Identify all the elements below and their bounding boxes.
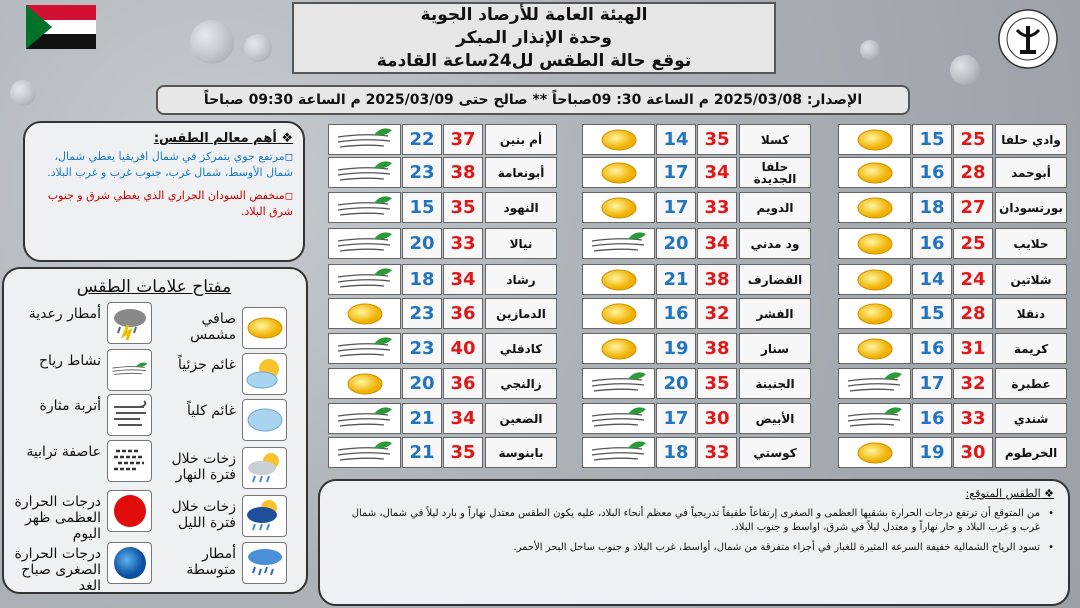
city-name: الخرطوم [995, 437, 1067, 468]
max-temp: 38 [443, 157, 483, 188]
sun-icon [242, 307, 287, 349]
wind-icon [107, 349, 152, 391]
city-name: الدويم [739, 192, 811, 223]
authority-name: الهيئة العامة للأرصاد الجوية [420, 5, 648, 25]
city-name: زالنجي [485, 368, 557, 399]
sun-icon [838, 157, 911, 188]
city-name: حلفا الجديدة [739, 157, 811, 188]
background-drop [860, 40, 880, 60]
expected-title-text: الطقس المتوقع: [965, 487, 1041, 500]
city-name: كادقلي [485, 333, 557, 364]
max-temp: 35 [697, 368, 737, 399]
min-temp: 17 [656, 192, 696, 223]
sudan-flag [26, 5, 96, 49]
wind-icon [838, 368, 911, 399]
max-temp: 27 [953, 192, 993, 223]
sun-icon [582, 264, 655, 295]
city-name: النهود [485, 192, 557, 223]
legend-title: مفتاح علامات الطقس [76, 277, 232, 297]
city-name: رشاد [485, 264, 557, 295]
min-temp: 19 [912, 437, 952, 468]
max-temp: 34 [697, 228, 737, 259]
legend-label: زخات خلال فترة الليل [171, 499, 236, 531]
max-temp: 38 [697, 264, 737, 295]
sun-icon [582, 157, 655, 188]
max-temp: 30 [953, 437, 993, 468]
wind-icon [328, 157, 401, 188]
min-temp: 16 [912, 403, 952, 434]
max-temp: 40 [443, 333, 483, 364]
background-drop [244, 34, 272, 62]
city-name: القضارف [739, 264, 811, 295]
min-temp: 14 [656, 124, 696, 155]
features-title-text: أهم معالم الطقس: [153, 131, 277, 146]
legend-label: درجات الحرارة العظمى ظهر اليوم [14, 494, 101, 542]
min-temp: 14 [912, 264, 952, 295]
legend-label: عاصفة ترابية [26, 444, 101, 460]
sun-icon [838, 298, 911, 329]
wind-icon [582, 403, 655, 434]
city-name: وادي حلفا [995, 124, 1067, 155]
city-name: الفشر [739, 298, 811, 329]
dust-icon [107, 394, 152, 436]
min-temp: 15 [912, 124, 952, 155]
max-temp: 32 [697, 298, 737, 329]
city-name: كسلا [739, 124, 811, 155]
wind-icon [328, 124, 401, 155]
min-temp: 20 [656, 368, 696, 399]
wind-icon [582, 368, 655, 399]
min-temp: 23 [402, 298, 442, 329]
max-temp: 30 [697, 403, 737, 434]
city-name: الدمازين [485, 298, 557, 329]
feature-low-text: منخفض السودان الجراري الذي يغطي شرق و جنوب شرق البلاد. [47, 189, 293, 218]
legend-label: أتربة مثارة [39, 398, 101, 414]
min-temp: 20 [402, 368, 442, 399]
min-temp: 21 [656, 264, 696, 295]
min-temp: 21 [402, 403, 442, 434]
min-temp: 17 [656, 157, 696, 188]
expected-paragraph-1: • من المتوقع أن ترتفع درجات الحرارة بشقيها العظمى و الصغرى إرتفاعاً طفيفاً تدريجياً في معظم أنحاء البلاد، عليه يكون الطقس معتدل نهاراً و بارد ليلاً في شمال، شمال غرب و غرب البلاد و حار نهاراً و معتدل ليلاً في شرق، اواسط و جنوب البلاد. [334, 507, 1054, 535]
background-drop [10, 80, 36, 106]
max-temp: 32 [953, 368, 993, 399]
wind-icon [328, 333, 401, 364]
min-temp: 15 [912, 298, 952, 329]
max-temp: 33 [953, 403, 993, 434]
min-temp: 18 [912, 192, 952, 223]
min-temp: 16 [912, 157, 952, 188]
moderate-rain-icon [242, 542, 287, 584]
feature-high-text: مرتفع جوي يتمركز في شمال افريقيا يغطي شمال، شمال الأوسط، شمال غرب، جنوب غرب و غرب البلاد. [47, 150, 293, 179]
background-drop [950, 55, 980, 85]
max-temp: 35 [443, 192, 483, 223]
city-name: أبوحمد [995, 157, 1067, 188]
sun-icon [838, 192, 911, 223]
bullet-icon: ◻ [284, 191, 293, 202]
max-temp: 34 [443, 264, 483, 295]
min-temp-icon [107, 542, 152, 584]
feature-item-low [35, 188, 293, 219]
expected-weather-panel [318, 479, 1070, 606]
city-name: بورتسودان [995, 192, 1067, 223]
min-temp: 17 [656, 403, 696, 434]
sun-icon [838, 228, 911, 259]
day-showers-icon [242, 447, 287, 489]
max-temp: 36 [443, 368, 483, 399]
city-name: حلايب [995, 228, 1067, 259]
city-name: نيالا [485, 228, 557, 259]
legend-label: أمطار رعدية [28, 306, 101, 322]
max-temp: 33 [697, 192, 737, 223]
max-temp: 38 [697, 333, 737, 364]
duststorm-icon [107, 440, 152, 482]
min-temp: 22 [402, 124, 442, 155]
wind-icon [582, 228, 655, 259]
max-temp: 35 [697, 124, 737, 155]
min-temp: 23 [402, 157, 442, 188]
max-temp: 24 [953, 264, 993, 295]
legend-label: نشاط رياح [38, 353, 101, 369]
min-temp: 19 [656, 333, 696, 364]
max-temp: 31 [953, 333, 993, 364]
legend-label: صافي مشمس [190, 311, 236, 343]
legend-label: زخات خلال فترة النهار [171, 451, 236, 483]
city-name: أبونعامة [485, 157, 557, 188]
issue-validity-bar: الإصدار: 2025/03/08 م الساعة 30: 09صباحاً ** صالح حتى 2025/03/09 م الساعة 09:30 صباحاً [156, 85, 910, 115]
partly-cloudy-icon [242, 353, 287, 395]
city-name: عطبرة [995, 368, 1067, 399]
wind-icon [328, 437, 401, 468]
sun-icon [582, 298, 655, 329]
max-temp: 25 [953, 124, 993, 155]
features-title: ❖ أهم معالم الطقس: [153, 131, 293, 146]
legend-label: أمطار متوسطة [186, 546, 236, 578]
max-temp: 25 [953, 228, 993, 259]
wind-icon [838, 403, 911, 434]
wind-icon [582, 437, 655, 468]
min-temp: 17 [912, 368, 952, 399]
bullet-icon: ◻ [284, 152, 293, 163]
city-name: أم بنين [485, 124, 557, 155]
max-temp: 28 [953, 298, 993, 329]
city-name: الأبيض [739, 403, 811, 434]
min-temp: 21 [402, 437, 442, 468]
unit-name: وحدة الإنذار المبكر [456, 28, 612, 48]
forecast-title: توقع حالة الطقس لل24ساعة القادمة [376, 51, 692, 71]
city-name: بابنوسة [485, 437, 557, 468]
meteorological-authority-logo [993, 8, 1063, 70]
wind-icon [328, 403, 401, 434]
expected-title: ❖ الطقس المتوقع: [965, 487, 1054, 500]
min-temp: 20 [656, 228, 696, 259]
sun-icon [582, 124, 655, 155]
max-temp: 34 [443, 403, 483, 434]
weather-features-panel [23, 121, 305, 262]
sun-icon [328, 368, 401, 399]
legend-label: غائم جزئياً [177, 357, 236, 373]
wind-icon [328, 264, 401, 295]
min-temp: 16 [912, 228, 952, 259]
weather-legend-panel [2, 267, 308, 594]
legend-label: درجات الحرارة الصغرى صباح الغد [14, 546, 101, 594]
min-temp: 16 [656, 298, 696, 329]
sun-icon [838, 437, 911, 468]
sun-icon [582, 333, 655, 364]
sun-icon [582, 192, 655, 223]
max-temp: 35 [443, 437, 483, 468]
cloudy-icon [242, 399, 287, 441]
max-temp: 34 [697, 157, 737, 188]
city-name: الجنينة [739, 368, 811, 399]
min-temp: 23 [402, 333, 442, 364]
city-name: الضعين [485, 403, 557, 434]
min-temp: 16 [912, 333, 952, 364]
max-temp: 36 [443, 298, 483, 329]
min-temp: 18 [656, 437, 696, 468]
min-temp: 18 [402, 264, 442, 295]
header-title-box [292, 2, 776, 74]
expected-paragraph-2: • تسود الرياح الشمالية خفيفة السرعة المثيرة للغبار في أجزاء متفرقة من شمال، أواسط، غرب البلاد و جنوب ساحل البحر الأحمر. [334, 541, 1054, 555]
city-name: سنار [739, 333, 811, 364]
max-temp: 28 [953, 157, 993, 188]
city-name: كوستي [739, 437, 811, 468]
night-showers-icon [242, 495, 287, 537]
city-name: ود مدني [739, 228, 811, 259]
min-temp: 15 [402, 192, 442, 223]
max-temp: 33 [443, 228, 483, 259]
sun-icon [838, 333, 911, 364]
wind-icon [328, 192, 401, 223]
max-temp-icon [107, 490, 152, 532]
city-name: شلاتين [995, 264, 1067, 295]
city-name: دنقلا [995, 298, 1067, 329]
thunderstorm-icon [107, 302, 152, 344]
sun-icon [328, 298, 401, 329]
wind-icon [328, 228, 401, 259]
legend-label: غائم كلياً [186, 403, 236, 419]
max-temp: 33 [697, 437, 737, 468]
sun-icon [838, 124, 911, 155]
sun-icon [838, 264, 911, 295]
feature-item-high [35, 149, 293, 180]
max-temp: 37 [443, 124, 483, 155]
min-temp: 20 [402, 228, 442, 259]
background-drop [190, 20, 234, 64]
city-name: شندي [995, 403, 1067, 434]
city-name: كريمة [995, 333, 1067, 364]
